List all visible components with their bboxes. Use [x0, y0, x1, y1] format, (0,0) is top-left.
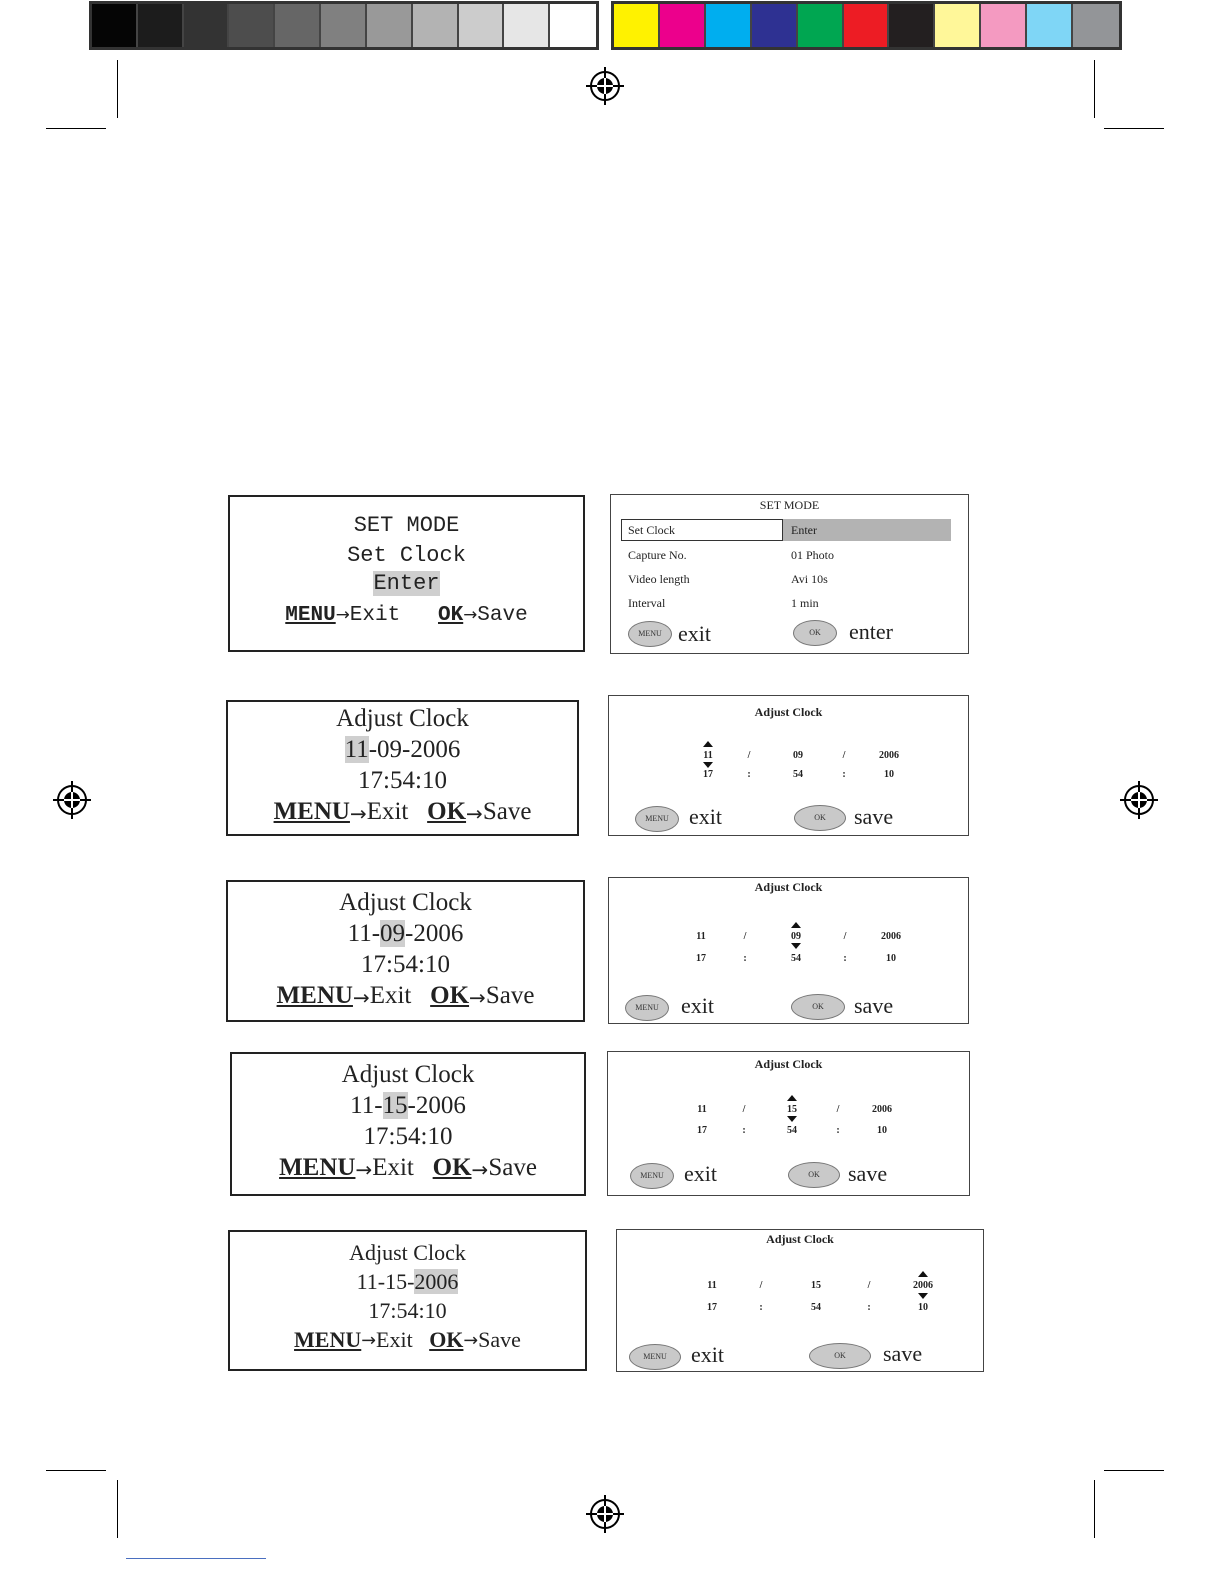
date-suffix: -09-2006: [368, 736, 461, 763]
ok-key: OK: [438, 604, 464, 627]
color-swatch: [504, 4, 550, 47]
lcd-footer: [228, 799, 577, 824]
registration-mark-icon: [1120, 781, 1158, 819]
crop-mark: [117, 1480, 118, 1538]
menu-row-label[interactable]: Video length: [628, 572, 690, 586]
tft-title: SET MODE: [759, 498, 820, 512]
date-selected-field: 15: [382, 1092, 408, 1119]
second-field[interactable]: 10: [918, 1302, 928, 1313]
up-arrow-icon: [703, 741, 713, 747]
menu-key: MENU: [276, 982, 353, 1009]
hour-field[interactable]: 17: [707, 1302, 717, 1313]
exit-label: Exit: [369, 982, 412, 1009]
tft-title: Adjust Clock: [754, 880, 823, 894]
time-separator: :: [747, 769, 751, 780]
date-selected-field: 2006: [414, 1269, 459, 1294]
menu-button[interactable]: MENU: [635, 806, 679, 832]
save-label: save: [883, 1341, 923, 1366]
down-arrow-icon: [791, 943, 801, 949]
year-field[interactable]: 2006: [881, 931, 901, 942]
day-field[interactable]: 15: [787, 1104, 797, 1115]
date-separator: /: [867, 1280, 871, 1291]
enter-label: enter: [849, 619, 893, 644]
save-label: save: [854, 804, 894, 829]
exit-label: exit: [684, 1161, 717, 1186]
date-separator: /: [842, 750, 846, 761]
time-separator: :: [867, 1302, 871, 1313]
year-field[interactable]: 2006: [879, 750, 899, 761]
date-separator: /: [843, 931, 847, 942]
menu-button[interactable]: MENU: [625, 995, 669, 1021]
crop-mark: [46, 1470, 106, 1471]
day-field[interactable]: 09: [791, 931, 801, 942]
color-calibration-bar: [611, 1, 1122, 50]
color-swatch: [798, 4, 844, 47]
arrow-right-icon: →: [463, 604, 478, 625]
color-swatch: [367, 4, 413, 47]
lcd-footer: [228, 983, 583, 1008]
time-separator: :: [743, 953, 747, 964]
menu-row-value[interactable]: Avi 10s: [791, 572, 828, 586]
grayscale-calibration-bar: [89, 1, 599, 50]
tft-set-mode-panel: [610, 494, 969, 654]
registration-mark-icon: [586, 67, 624, 105]
lcd-adjust-clock-panel: [226, 700, 579, 836]
date-separator: /: [836, 1104, 840, 1115]
tft-title: Adjust Clock: [766, 1232, 834, 1246]
lcd-title: Adjust Clock: [339, 889, 472, 916]
lcd-title: Adjust Clock: [349, 1240, 466, 1265]
day-field[interactable]: 09: [793, 750, 803, 761]
color-swatch: [184, 4, 230, 47]
date-selected-field: 11: [344, 736, 369, 763]
lcd-adjust-clock-panel: [226, 880, 585, 1022]
tft-title: Adjust Clock: [754, 1057, 823, 1071]
color-swatch: [614, 4, 660, 47]
tft-adjust-clock-panel: [607, 1051, 970, 1196]
minute-field[interactable]: 54: [791, 953, 801, 964]
menu-button[interactable]: MENU: [628, 621, 672, 647]
lcd-date: [228, 737, 577, 762]
lcd-adjust-clock-panel: [230, 1052, 586, 1196]
arrow-right-icon: →: [355, 1157, 373, 1182]
crop-mark: [1094, 60, 1095, 118]
exit-label: Exit: [366, 798, 409, 825]
month-field[interactable]: 11: [703, 750, 713, 761]
lcd-time: 17:54:10: [368, 1298, 447, 1323]
save-label: Save: [482, 798, 532, 825]
menu-row-label[interactable]: Capture No.: [628, 548, 687, 562]
registration-mark-icon: [53, 781, 91, 819]
month-field[interactable]: 11: [707, 1280, 717, 1291]
arrow-right-icon: →: [471, 1157, 489, 1182]
ok-button[interactable]: OK: [793, 620, 837, 646]
menu-key: MENU: [273, 798, 350, 825]
exit-label: exit: [678, 621, 711, 646]
color-swatch: [275, 4, 321, 47]
lcd-title: Adjust Clock: [336, 705, 469, 732]
second-field[interactable]: 10: [886, 953, 896, 964]
arrow-right-icon: →: [463, 1331, 479, 1352]
color-swatch: [935, 4, 981, 47]
lcd-title: SET MODE: [353, 513, 460, 538]
color-swatch: [1073, 4, 1119, 47]
menu-key: MENU: [279, 1154, 356, 1181]
tft-title: Adjust Clock: [754, 705, 823, 719]
lcd-footer: [230, 1329, 585, 1351]
arrow-right-icon: →: [352, 985, 370, 1010]
date-suffix: -2006: [407, 1092, 466, 1119]
lcd-footer: [230, 605, 583, 626]
lcd-title: Adjust Clock: [341, 1061, 475, 1088]
arrow-right-icon: →: [349, 801, 367, 826]
arrow-right-icon: →: [361, 1331, 377, 1352]
up-arrow-icon: [791, 922, 801, 928]
minute-field[interactable]: 54: [793, 769, 803, 780]
hour-field[interactable]: 17: [703, 769, 713, 780]
time-separator: :: [759, 1302, 763, 1313]
ok-key: OK: [429, 1327, 464, 1352]
color-swatch: [92, 4, 138, 47]
up-arrow-icon: [787, 1095, 797, 1101]
year-field[interactable]: 2006: [913, 1280, 933, 1291]
save-label: save: [848, 1161, 888, 1186]
arrow-right-icon: →: [335, 604, 350, 625]
footer-rule: [126, 1558, 266, 1559]
time-separator: :: [742, 1125, 746, 1136]
menu-row-value[interactable]: 1 min: [791, 596, 819, 610]
color-swatch: [1027, 4, 1073, 47]
year-field[interactable]: 2006: [872, 1104, 892, 1115]
time-separator: :: [842, 769, 846, 780]
exit-label: exit: [689, 804, 722, 829]
date-prefix: 11-: [347, 920, 381, 947]
lcd-adjust-clock-panel: [228, 1230, 587, 1371]
color-swatch: [321, 4, 367, 47]
lcd-item: Set Clock: [347, 543, 466, 568]
lcd-set-mode-panel: [228, 495, 585, 652]
crop-mark: [1094, 1480, 1095, 1538]
menu-button[interactable]: MENU: [629, 1344, 681, 1370]
arrow-right-icon: →: [469, 985, 486, 1010]
color-swatch: [413, 4, 459, 47]
minute-field[interactable]: 54: [787, 1125, 797, 1136]
tft-adjust-clock-panel: [608, 877, 969, 1024]
date-separator: /: [743, 931, 747, 942]
minute-field[interactable]: 54: [811, 1302, 821, 1313]
save-label: Save: [478, 1327, 521, 1352]
menu-key: MENU: [294, 1327, 362, 1352]
tft-adjust-clock-panel: [608, 695, 969, 836]
exit-label: exit: [691, 1342, 724, 1367]
ok-key: OK: [430, 982, 470, 1009]
lcd-value: Enter: [373, 571, 440, 596]
ok-button[interactable]: OK: [794, 805, 846, 831]
tft-adjust-clock-panel: [616, 1229, 984, 1372]
color-swatch: [660, 4, 706, 47]
color-swatch: [229, 4, 275, 47]
ok-button[interactable]: OK: [788, 1162, 840, 1188]
ok-button[interactable]: OK: [809, 1343, 871, 1369]
menu-key: MENU: [285, 604, 336, 627]
lcd-value-row: [230, 573, 583, 595]
color-swatch: [459, 4, 505, 47]
exit-label: exit: [681, 993, 714, 1018]
date-prefix: 11-15-: [356, 1269, 415, 1294]
ok-key: OK: [432, 1154, 472, 1181]
down-arrow-icon: [703, 762, 713, 768]
time-separator: :: [843, 953, 847, 964]
crop-mark: [46, 128, 106, 129]
crop-mark: [1104, 1470, 1164, 1471]
menu-button[interactable]: MENU: [630, 1163, 674, 1189]
color-swatch: [752, 4, 798, 47]
month-field[interactable]: 11: [696, 931, 706, 942]
color-swatch: [138, 4, 184, 47]
menu-row-value[interactable]: Enter: [791, 523, 817, 537]
crop-mark: [117, 60, 118, 118]
lcd-time: 17:54:10: [358, 767, 447, 794]
date-separator: /: [759, 1280, 763, 1291]
crop-mark: [1104, 128, 1164, 129]
hour-field[interactable]: 17: [696, 953, 706, 964]
date-selected-field: 09: [380, 920, 406, 947]
down-arrow-icon: [918, 1293, 928, 1299]
save-label: Save: [477, 604, 528, 627]
lcd-date: [232, 1093, 584, 1118]
date-prefix: 11-: [350, 1092, 383, 1119]
save-label: save: [854, 993, 894, 1018]
save-label: Save: [485, 982, 535, 1009]
lcd-time: 17:54:10: [363, 1123, 453, 1150]
ok-button[interactable]: OK: [791, 994, 845, 1020]
exit-label: Exit: [349, 604, 401, 627]
second-field[interactable]: 10: [884, 769, 894, 780]
menu-row-label[interactable]: Set Clock: [628, 523, 675, 537]
color-swatch: [844, 4, 890, 47]
up-arrow-icon: [918, 1271, 928, 1277]
save-label: Save: [488, 1154, 537, 1181]
lcd-time: 17:54:10: [361, 951, 450, 978]
hour-field[interactable]: 17: [697, 1125, 707, 1136]
date-separator: /: [742, 1104, 746, 1115]
time-separator: :: [836, 1125, 840, 1136]
menu-row-label[interactable]: Interval: [628, 596, 666, 610]
color-swatch: [706, 4, 752, 47]
lcd-footer: [232, 1155, 584, 1180]
color-swatch: [889, 4, 935, 47]
menu-row-value[interactable]: 01 Photo: [791, 548, 835, 562]
registration-mark-icon: [586, 1495, 624, 1533]
ok-key: OK: [427, 798, 467, 825]
month-field[interactable]: 11: [697, 1104, 707, 1115]
exit-label: Exit: [372, 1154, 414, 1181]
day-field[interactable]: 15: [811, 1280, 821, 1291]
exit-label: Exit: [376, 1327, 413, 1352]
date-suffix: -2006: [405, 920, 464, 947]
down-arrow-icon: [787, 1116, 797, 1122]
arrow-right-icon: →: [466, 801, 483, 826]
color-swatch: [550, 4, 596, 47]
lcd-date: [230, 1271, 585, 1293]
date-separator: /: [747, 750, 751, 761]
color-swatch: [981, 4, 1027, 47]
lcd-date: [228, 921, 583, 946]
second-field[interactable]: 10: [877, 1125, 887, 1136]
